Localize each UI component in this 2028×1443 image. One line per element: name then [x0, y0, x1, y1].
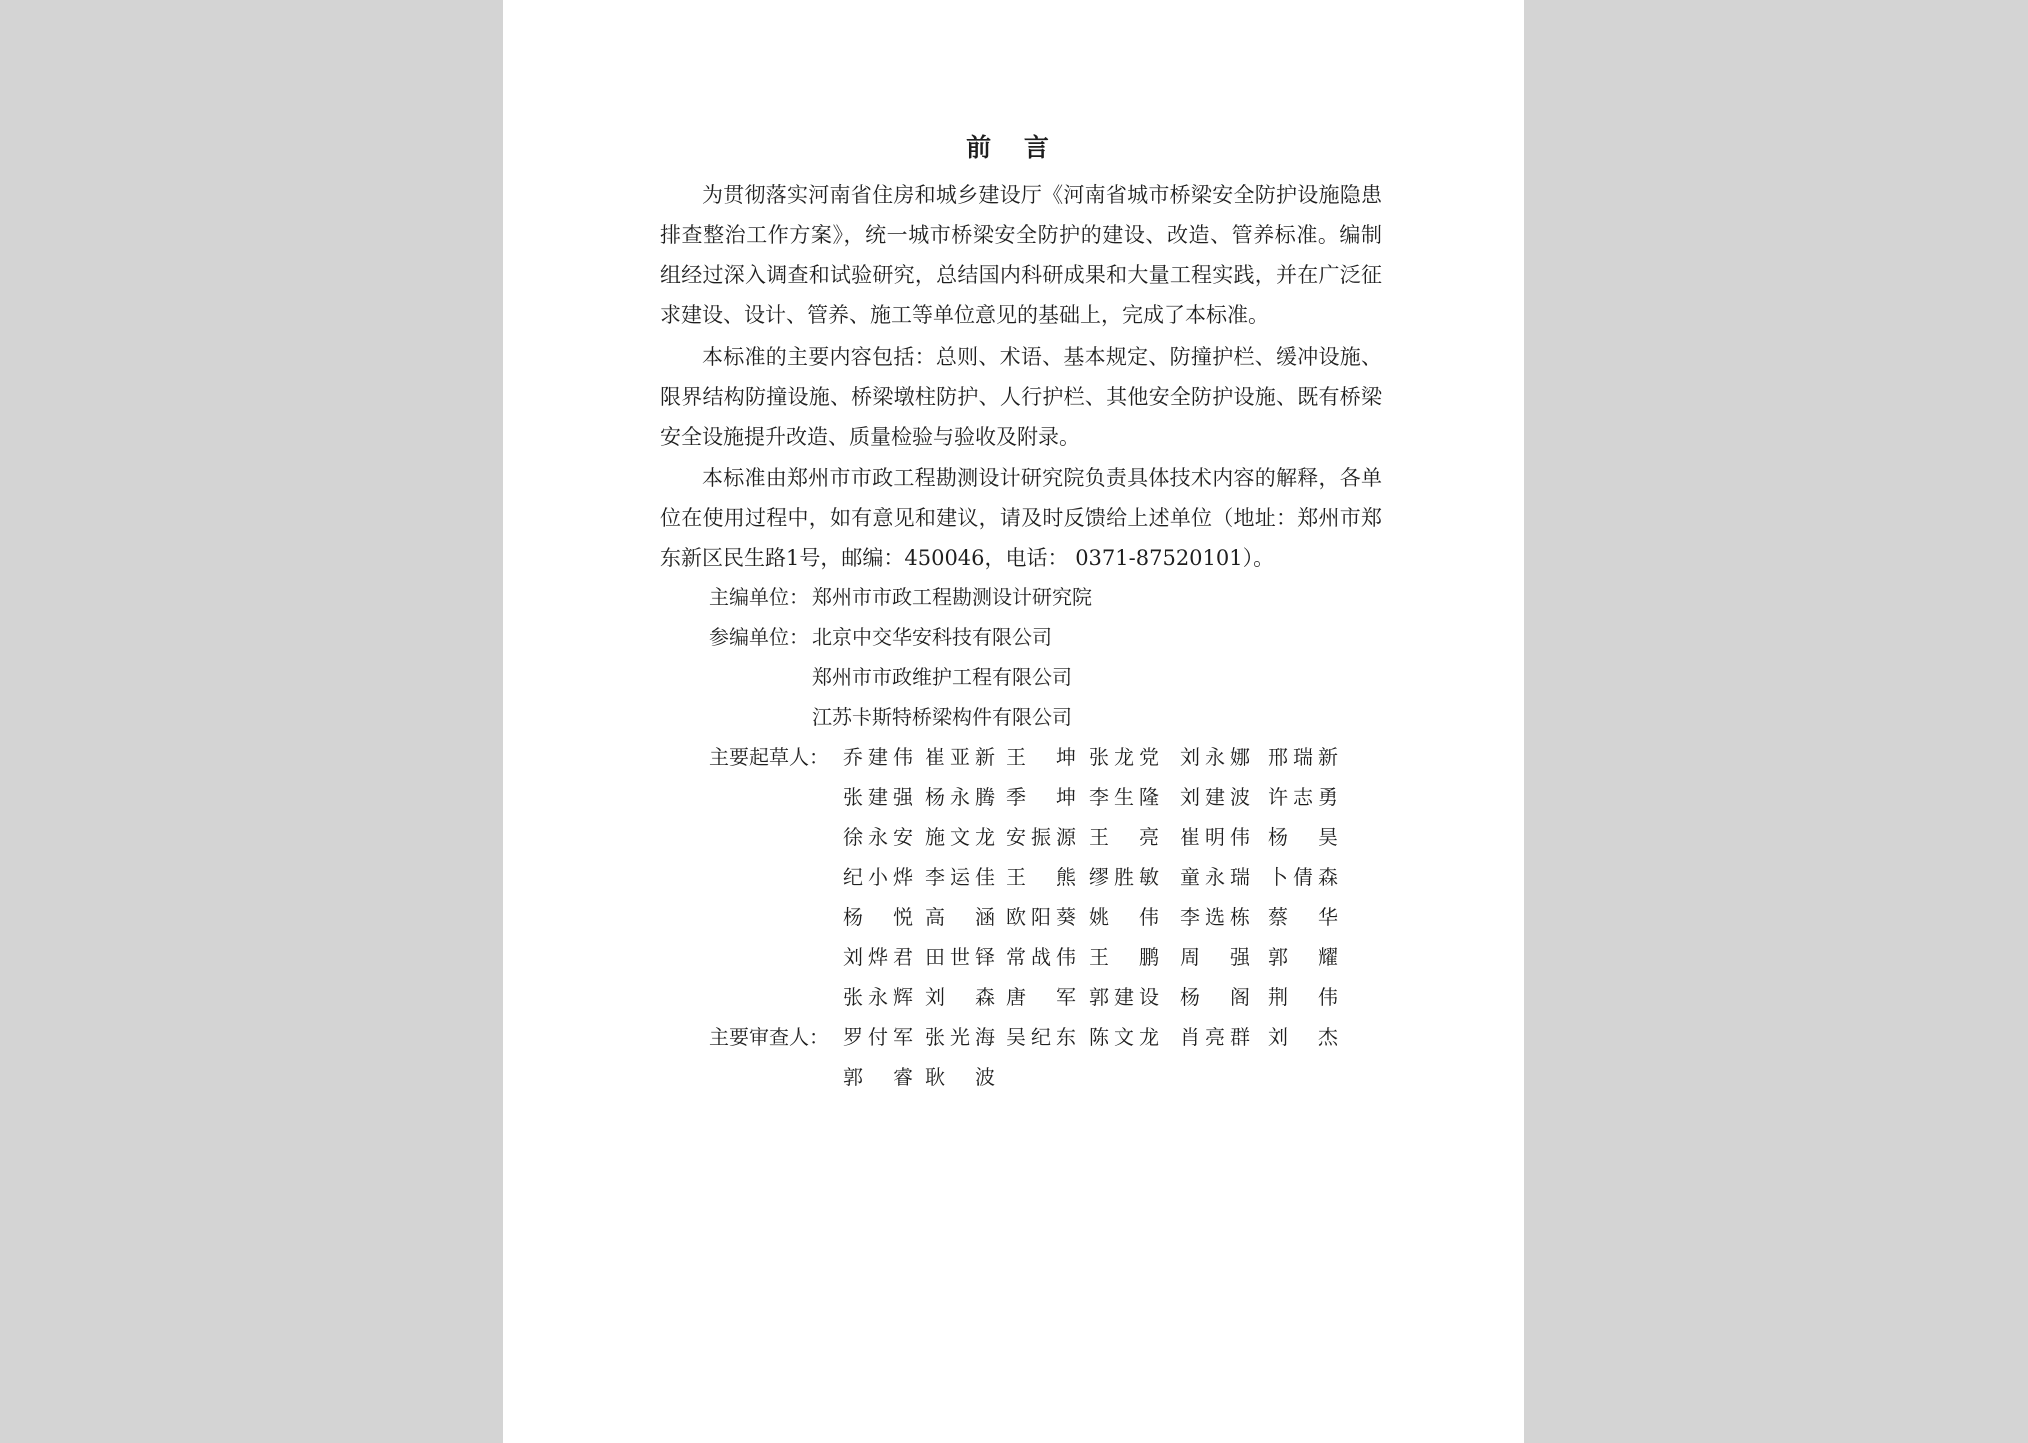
person-name: 刘烨君 [843, 945, 913, 969]
person-name: 郭建设 [1089, 985, 1159, 1009]
participating-label: 参编单位： [709, 625, 809, 649]
person-name: 杨 昊 [1268, 825, 1338, 849]
person-name: 耿 波 [925, 1065, 995, 1089]
person-name: 纪小烨 [843, 865, 913, 889]
person-name: 安振源 [1006, 825, 1076, 849]
person-name: 肖亮群 [1180, 1025, 1250, 1049]
page-title: 前 言 [966, 133, 1061, 162]
person-name: 唐 军 [1006, 985, 1076, 1009]
person-name: 杨 阁 [1180, 985, 1250, 1009]
drafters-label: 主要起草人： [709, 745, 829, 769]
person-name: 郭 睿 [843, 1065, 913, 1089]
document-page [503, 0, 1524, 1443]
person-name: 缪胜敏 [1089, 865, 1159, 889]
person-name: 吴纪东 [1006, 1025, 1076, 1049]
person-name: 卜倩森 [1268, 865, 1338, 889]
person-name: 李生隆 [1089, 785, 1159, 809]
person-name: 乔建伟 [843, 745, 913, 769]
person-name: 田世铎 [925, 945, 995, 969]
person-name: 徐永安 [843, 825, 913, 849]
person-name: 张龙党 [1089, 745, 1159, 769]
participating-org: 江苏卡斯特桥梁构件有限公司 [812, 705, 1072, 729]
chief-editor-org: 郑州市市政工程勘测设计研究院 [812, 585, 1092, 609]
person-name: 施文龙 [925, 825, 995, 849]
person-name: 刘 森 [925, 985, 995, 1009]
person-name: 周 强 [1180, 945, 1250, 969]
person-name: 王 熊 [1006, 865, 1076, 889]
person-name: 高 涵 [925, 905, 995, 929]
person-name: 陈文龙 [1089, 1025, 1159, 1049]
person-name: 许志勇 [1268, 785, 1338, 809]
person-name: 季 坤 [1006, 785, 1076, 809]
preface-paragraph-3: 本标准由郑州市市政工程勘测设计研究院负责具体技术内容的解释，各单位在使用过程中，如有意见和建议，请及时反馈给上述单位（地址：郑州市郑东新区民生路1号，邮编：450046，电话： 0371-87520101）。 [660, 466, 1382, 570]
participating-org: 郑州市市政维护工程有限公司 [812, 665, 1072, 689]
person-name: 张光海 [925, 1025, 995, 1049]
person-name: 郭 耀 [1268, 945, 1338, 969]
person-name: 刘 杰 [1268, 1025, 1338, 1049]
person-name: 张建强 [843, 785, 913, 809]
person-name: 姚 伟 [1089, 905, 1159, 929]
person-name: 常战伟 [1006, 945, 1076, 969]
person-name: 罗付军 [843, 1025, 913, 1049]
person-name: 杨永腾 [925, 785, 995, 809]
person-name: 童永瑞 [1180, 865, 1250, 889]
person-name: 蔡 华 [1268, 905, 1338, 929]
person-name: 刘永娜 [1180, 745, 1250, 769]
preface-paragraph-1: 为贯彻落实河南省住房和城乡建设厅《河南省城市桥梁安全防护设施隐患排查整治工作方案》，统一城市桥梁安全防护的建设、改造、管养标准。编制组经过深入调查和试验研究，总结国内科研成果和大量工程实践，并在广泛征求建设、设计、管养、施工等单位意见的基础上，完成了本标准。 [660, 183, 1382, 327]
person-name: 荆 伟 [1268, 985, 1338, 1009]
reviewers-label: 主要审查人： [709, 1025, 829, 1049]
chief-editor-label: 主编单位： [709, 585, 809, 609]
person-name: 王 鹏 [1089, 945, 1159, 969]
person-name: 李运佳 [925, 865, 995, 889]
person-name: 欧阳葵 [1006, 905, 1076, 929]
person-name: 刘建波 [1180, 785, 1250, 809]
person-name: 杨 悦 [843, 905, 913, 929]
person-name: 王 坤 [1006, 745, 1076, 769]
person-name: 王 亮 [1089, 825, 1159, 849]
participating-org: 北京中交华安科技有限公司 [812, 625, 1052, 649]
person-name: 李选栋 [1180, 905, 1250, 929]
preface-paragraph-2: 本标准的主要内容包括：总则、术语、基本规定、防撞护栏、缓冲设施、限界结构防撞设施、桥梁墩柱防护、人行护栏、其他安全防护设施、既有桥梁安全设施提升改造、质量检验与验收及附录。 [660, 345, 1382, 449]
person-name: 邢瑞新 [1268, 745, 1338, 769]
person-name: 崔亚新 [925, 745, 995, 769]
person-name: 张永辉 [843, 985, 913, 1009]
person-name: 崔明伟 [1180, 825, 1250, 849]
